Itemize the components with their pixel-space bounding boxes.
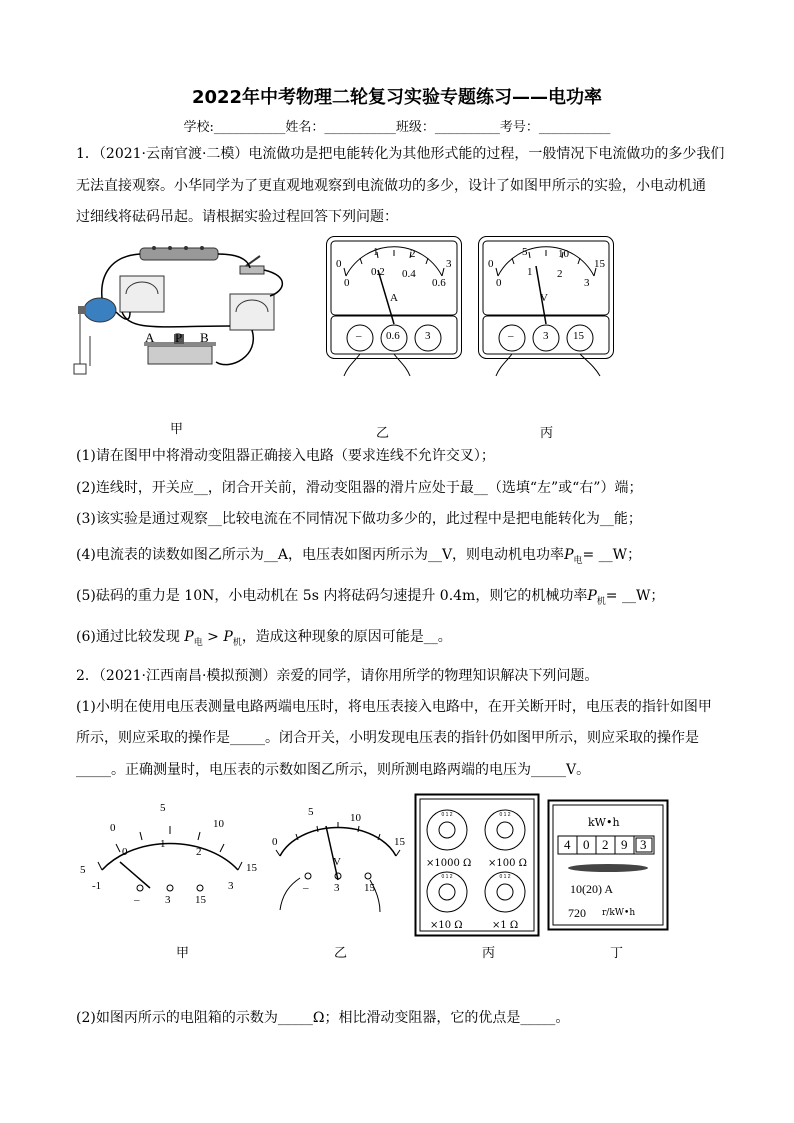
dial-1: ×1 Ω: [492, 920, 519, 931]
q2-yi-terminal-15: 15: [364, 882, 375, 894]
voltmeter-outer-5: 5: [522, 246, 528, 258]
q2-sub1-line1: (1)小明在使用电压表测量电路两端电压时，将电压表接入电路中，在开关断开时，电压表的指针如图甲: [76, 699, 712, 715]
ammeter-outer-1: 1: [373, 246, 379, 258]
energy-meter-digit-2: 0: [583, 837, 590, 852]
q2-jia-terminal-15: 15: [195, 894, 206, 906]
page-title: 2022年中考物理二轮复习实验专题练习——电功率: [191, 87, 603, 108]
q2-jia-outer-left: 5: [80, 864, 86, 876]
q2-yi-outer-5: 5: [308, 806, 314, 818]
voltmeter-terminal-minus: –: [508, 330, 514, 342]
student-info-line: 学校:___________姓名：___________班级：__________考号：___________: [183, 120, 611, 135]
q2-fig-caption-ding: 丁: [610, 946, 624, 961]
voltmeter-terminal-3: 3: [543, 330, 549, 342]
q2-yi-outer-10: 10: [350, 812, 361, 824]
ammeter-terminal-minus: –: [356, 330, 362, 342]
voltmeter-inner-0: 0: [496, 277, 502, 289]
ammeter-terminal-0.6: 0.6: [386, 330, 400, 342]
q2-jia-inner-3: 3: [228, 880, 234, 892]
q2-jia-outer-5: 5: [160, 802, 166, 814]
voltmeter-outer-10: 10: [558, 248, 569, 260]
q2-stem: 2．（2021·江西南昌·模拟预测）亲爱的同学，请你用所学的物理知识解决下列问题。: [76, 668, 599, 684]
q2-yi-unit: V: [333, 856, 341, 868]
q1-stem-line2: 无法直接观察。小华同学为了更直观地观察到电流做功的多少，设计了如图甲所示的实验，小电动机通: [76, 178, 706, 194]
q2-yi-terminal-minus: –: [303, 882, 309, 894]
ammeter-inner-0: 0: [344, 277, 350, 289]
svg-text:0 1 2: 0 1 2: [499, 812, 511, 818]
energy-meter-unit: kW•h: [588, 816, 620, 829]
q2-yi-outer-15: 15: [394, 836, 405, 848]
q1-stem-line3: 过细线将砝码吊起。请根据实验过程回答下列问题：: [76, 209, 398, 225]
voltmeter-terminal-15: 15: [573, 330, 584, 342]
voltmeter-unit: V: [540, 292, 548, 304]
q1-sub4: (4)电流表的读数如图乙所示为__A，电压表如图丙所示为__V，则电动机电功率$P_电=$ __W；: [76, 547, 642, 566]
rheostat-label-p: P: [175, 330, 183, 345]
q2-jia-outer-0: 0: [110, 822, 116, 834]
q2-fig-caption-jia: 甲: [176, 946, 190, 961]
svg-text:0 1 2: 0 1 2: [441, 812, 453, 818]
dial-100: ×100 Ω: [488, 858, 527, 869]
energy-meter-digit-4: 9: [621, 837, 628, 852]
q1-sub1: (1)请在图甲中将滑动变阻器正确接入电路（要求连线不允许交叉）；: [76, 448, 495, 464]
ammeter-inner-3: 0.6: [432, 277, 446, 289]
voltmeter-outer-15: 15: [594, 258, 605, 270]
dial-1000: ×1000 Ω: [426, 858, 472, 869]
rheostat-label-b: B: [200, 330, 209, 345]
q1-circuit-figure: [70, 236, 310, 386]
q2-jia-terminal-3: 3: [165, 894, 171, 906]
ammeter-inner-1: 0.2: [371, 266, 385, 278]
q2-sub1-line2: 所示，则应采取的操作是_____。闭合开关，小明发现电压表的指针仍如图甲所示，则应采取的操作是: [76, 730, 699, 746]
energy-meter-constant-unit: r/kW•h: [602, 908, 636, 918]
q2-fig-caption-yi: 乙: [334, 946, 348, 961]
q2-jia-inner-0: 0: [122, 846, 128, 858]
rheostat-label-a: A: [145, 330, 155, 345]
dial-10: ×10 Ω: [430, 920, 463, 931]
q2-fig-caption-bing: 丙: [482, 946, 496, 961]
q2-jia-terminal-minus: –: [134, 894, 140, 906]
ammeter-outer-3: 3: [446, 258, 452, 270]
q1-sub6: (6)通过比较发现 $P_电 > P_机$，造成这种现象的原因可能是__。: [76, 629, 452, 648]
q1-sub2: (2)连线时，开关应__，闭合开关前，滑动变阻器的滑片应处于最__（选填“左”或“右”）端；: [76, 480, 643, 496]
q2-sub1-line3: _____。正确测量时，电压表的示数如图乙所示，则所测电路两端的电压为_____V。: [76, 762, 591, 778]
q1-fig-caption-yi: 乙: [376, 426, 390, 441]
voltmeter-inner-3: 3: [584, 277, 590, 289]
energy-meter-rating: 10(20) A: [570, 882, 613, 896]
q2-yi-outer-0: 0: [272, 836, 278, 848]
ammeter-outer-2: 2: [410, 248, 416, 260]
ammeter-terminal-3: 3: [425, 330, 431, 342]
q2-jia-inner-neg1: -1: [92, 880, 102, 892]
svg-text:0 1 2: 0 1 2: [499, 874, 511, 880]
energy-meter-digit-1: 4: [564, 837, 571, 852]
ammeter-outer-0: 0: [336, 258, 342, 270]
q2-sub2: (2)如图丙所示的电阻箱的示数为_____Ω；相比滑动变阻器，它的优点是_____。: [76, 1010, 570, 1026]
q1-sub3: (3)该实验是通过观察__比较电流在不同情况下做功多少的，此过程中是把电能转化为__能；: [76, 511, 642, 527]
energy-meter-constant: 720: [568, 906, 586, 920]
q2-jia-outer-10: 10: [213, 818, 224, 830]
q1-sub5: (5)砝码的重力是 10N，小电动机在 5s 内将砝码匀速提升 0.4m，则它的机械功率$P_机=$ __W；: [76, 588, 665, 607]
energy-meter-digit-3: 2: [602, 837, 609, 852]
energy-meter-digit-5: 3: [640, 837, 647, 852]
ammeter-inner-2: 0.4: [402, 268, 416, 280]
ammeter-unit: A: [390, 292, 398, 304]
voltmeter-inner-1: 1: [527, 266, 533, 278]
q1-stem-line1: 1．（2021·云南官渡·二模）电流做功是把电能转化为其他形式能的过程，一般情况下电流做功的多少我们: [76, 146, 725, 162]
q1-fig-caption-jia: 甲: [170, 422, 184, 437]
q2-jia-outer-15: 15: [246, 862, 257, 874]
voltmeter-inner-2: 2: [557, 268, 563, 280]
svg-text:0 1 2: 0 1 2: [441, 874, 453, 880]
q1-fig-caption-bing: 丙: [540, 426, 554, 441]
q2-yi-terminal-3: 3: [334, 882, 340, 894]
q2-jia-inner-1: 1: [160, 838, 166, 850]
q2-jia-inner-2: 2: [196, 846, 202, 858]
voltmeter-outer-0: 0: [488, 258, 494, 270]
